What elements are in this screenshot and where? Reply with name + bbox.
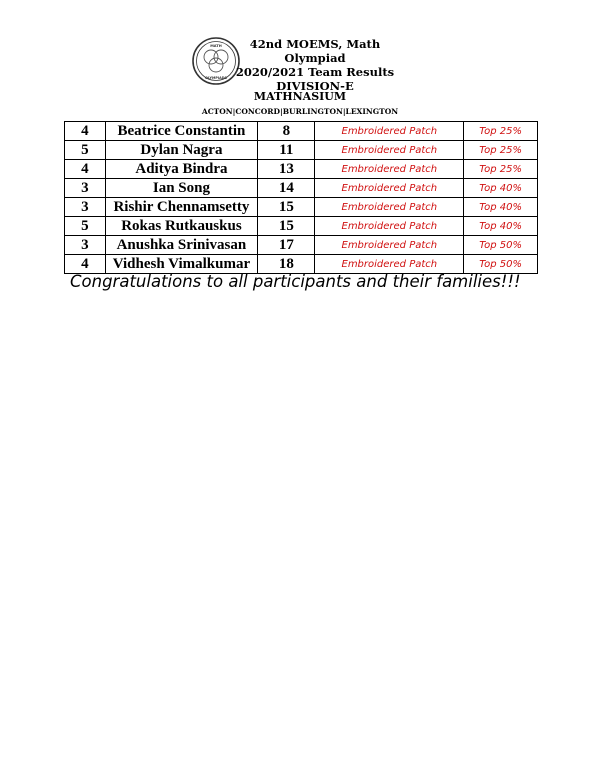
- award-cell: Embroidered Patch: [315, 198, 464, 217]
- grade-cell: 3: [65, 198, 106, 217]
- rank-cell: 17: [258, 236, 315, 255]
- grade-cell: 3: [65, 236, 106, 255]
- organization-locations: ACTON|CONCORD|BURLINGTON|LEXINGTON: [201, 107, 399, 116]
- tier-cell: Top 40%: [464, 217, 538, 236]
- student-name-cell: Dylan Nagra: [105, 141, 258, 160]
- student-name-cell: Aditya Bindra: [105, 160, 258, 179]
- award-cell: Embroidered Patch: [315, 255, 464, 274]
- student-name-cell: Rishir Chennamsetty: [105, 198, 258, 217]
- tier-cell: Top 50%: [464, 236, 538, 255]
- results-table: [64, 121, 538, 274]
- tier-cell: Top 40%: [464, 179, 538, 198]
- tier-cell: Top 50%: [464, 255, 538, 274]
- table-row: [65, 198, 538, 217]
- student-name-cell: Ian Song: [105, 179, 258, 198]
- grade-cell: 3: [65, 179, 106, 198]
- rank-cell: 15: [258, 198, 315, 217]
- table-row: [65, 217, 538, 236]
- grade-cell: 4: [65, 160, 106, 179]
- grade-cell: 4: [65, 122, 106, 141]
- rank-cell: 14: [258, 179, 315, 198]
- tier-cell: Top 40%: [464, 198, 538, 217]
- organization-name: MATHNASIUM: [253, 90, 347, 103]
- student-name-cell: Anushka Srinivasan: [105, 236, 258, 255]
- award-cell: Embroidered Patch: [315, 160, 464, 179]
- award-cell: Embroidered Patch: [315, 236, 464, 255]
- award-cell: Embroidered Patch: [315, 217, 464, 236]
- award-cell: Embroidered Patch: [315, 141, 464, 160]
- award-cell: Embroidered Patch: [315, 179, 464, 198]
- rank-cell: 18: [258, 255, 315, 274]
- rank-cell: 13: [258, 160, 315, 179]
- rank-cell: 15: [258, 217, 315, 236]
- tier-cell: Top 25%: [464, 141, 538, 160]
- tier-cell: Top 25%: [464, 122, 538, 141]
- logo-text-bottom: OLYMPIADS: [205, 76, 227, 80]
- rank-cell: 11: [258, 141, 315, 160]
- rank-cell: 8: [258, 122, 315, 141]
- title-line-2: 2020/2021 Team Results: [235, 65, 395, 79]
- table-row: [65, 236, 538, 255]
- student-name-cell: Vidhesh Vimalkumar: [105, 255, 258, 274]
- congratulations-message: Congratulations to all participants and their families!!!: [70, 272, 521, 291]
- results-title: [230, 37, 400, 93]
- grade-cell: 4: [65, 255, 106, 274]
- title-line-3: DIVISION-E: [276, 79, 354, 93]
- title-line-1: 42nd MOEMS, Math Olympiad: [249, 37, 381, 65]
- table-row: [65, 160, 538, 179]
- grade-cell: 5: [65, 141, 106, 160]
- tier-cell: Top 25%: [464, 160, 538, 179]
- logo-text-top: MATH: [210, 44, 222, 48]
- table-row: [65, 141, 538, 160]
- table-row: [65, 122, 538, 141]
- table-row: [65, 179, 538, 198]
- student-name-cell: Beatrice Constantin: [105, 122, 258, 141]
- student-name-cell: Rokas Rutkauskus: [105, 217, 258, 236]
- award-cell: Embroidered Patch: [315, 122, 464, 141]
- grade-cell: 5: [65, 217, 106, 236]
